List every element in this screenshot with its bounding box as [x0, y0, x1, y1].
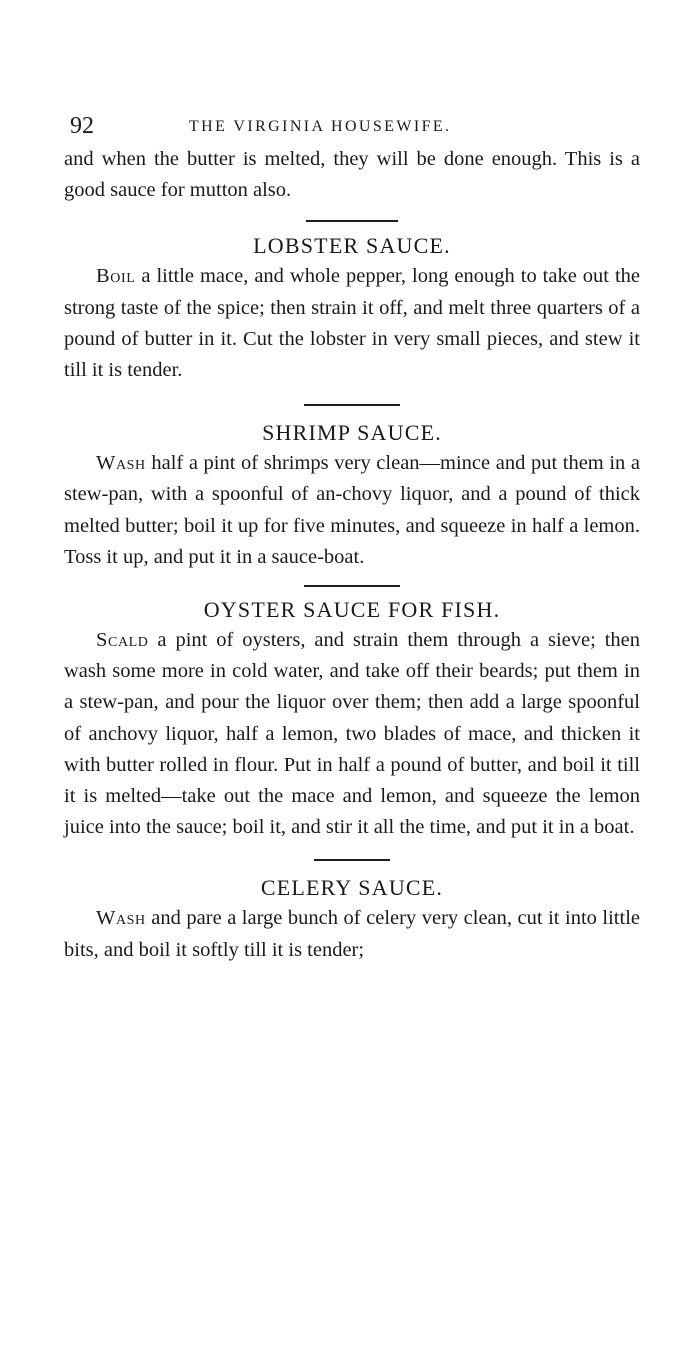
oyster-sauce-paragraph [64, 625, 640, 843]
opening-paragraph: and when the butter is melted, they will be done enough. This is a good sauce for mutton also. [64, 148, 640, 202]
shrimp-sauce-lead-word: Wash [96, 452, 146, 475]
page-number: 92 [70, 113, 94, 139]
section-divider [306, 220, 398, 222]
lobster-sauce-paragraph [64, 261, 640, 386]
shrimp-sauce-paragraph [64, 448, 640, 573]
shrimp-sauce-heading: SHRIMP SAUCE. [262, 420, 442, 446]
celery-sauce-lead-word: Wash [96, 907, 146, 930]
lobster-sauce-heading: LOBSTER SAUCE. [253, 233, 451, 259]
running-title: THE VIRGINIA HOUSEWIFE. [189, 118, 452, 135]
shrimp-sauce-text: half a pint of shrimps very clean—mince and put them in a stew-pan, with a spoonful of an-chovy liquor, and a pound of thick melted butter; boil it up for five minutes, and squeeze in half a lemon. Toss it up, and put it in a sauce-boat. [64, 452, 640, 568]
lobster-sauce-text: a little mace, and whole pepper, long enough to take out the strong taste of the spice; then strain it off, and melt three quarters of a pound of butter in it. Cut the lobster in very small pieces, and stew it till it is tender. [64, 265, 640, 382]
oyster-sauce-heading: OYSTER SAUCE FOR FISH. [203, 597, 501, 623]
celery-sauce-paragraph [64, 903, 640, 965]
oyster-sauce-lead-word: Scald [96, 629, 149, 652]
section-divider [314, 859, 390, 861]
running-head [64, 112, 640, 140]
lobster-sauce-lead-word: Boil [96, 265, 136, 288]
section-divider [304, 404, 400, 406]
oyster-sauce-text: a pint of oysters, and strain them through a sieve; then wash some more in cold water, and take off their beards; put them in a stew-pan, and pour the liquor over them; then add a large spoonful of anchovy liquor, half a lemon, two blades of mace, and thicken it with butter rolled in flour. Put in half a pound of butter, and boil it till it is melted—take out the mace and lemon, and squeeze the lemon juice into the sauce; boil it, and stir it all the time, and put it in a boat. [64, 629, 640, 839]
section-divider [304, 585, 400, 587]
celery-sauce-text: and pare a large bunch of celery very clean, cut it into little bits, and boil it softly till it is tender; [64, 907, 640, 961]
book-page [64, 112, 640, 966]
celery-sauce-heading: CELERY SAUCE. [260, 875, 444, 901]
